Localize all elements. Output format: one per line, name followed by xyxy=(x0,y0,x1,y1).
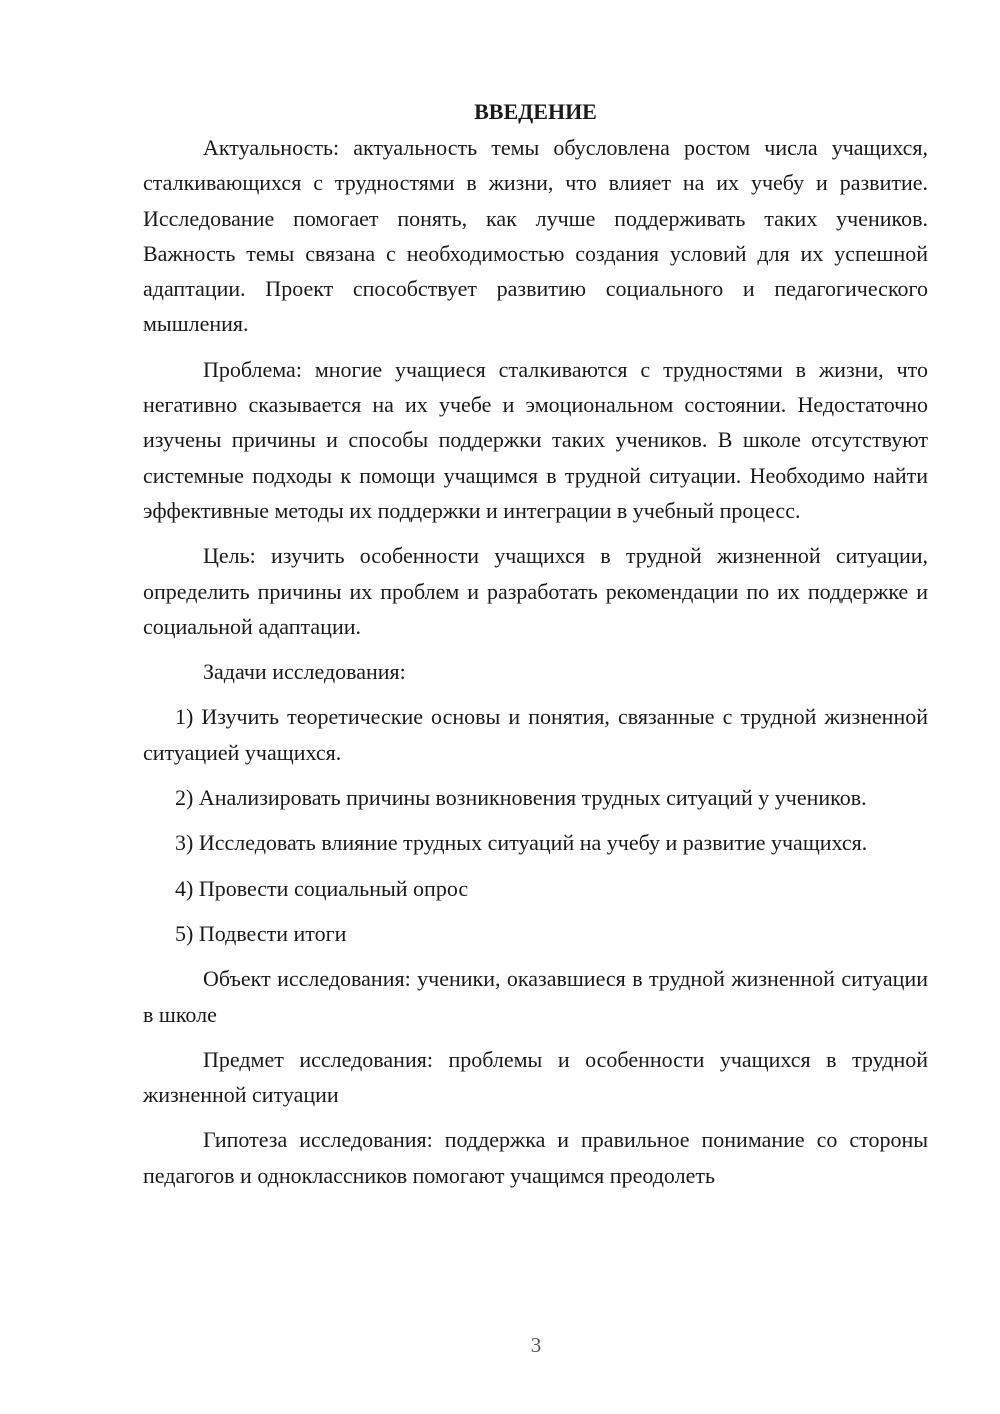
task-item-4: 4) Провести социальный опрос xyxy=(175,875,469,901)
document-page xyxy=(143,94,928,1203)
page-number: 3 xyxy=(530,1333,542,1357)
paragraph-hypothesis: Гипотеза исследования: поддержка и правильное понимание со стороны педагогов и одноклассников помогают учащимся преодолеть xyxy=(143,1127,928,1188)
paragraph-goal: Цель: изучить особенности учащихся в трудной жизненной ситуации, определить причины их проблем и разработать рекомендации по их поддержке и социальной адаптации. xyxy=(143,543,928,639)
paragraph-relevance: Актуальность: актуальность темы обусловлена ростом числа учащихся, сталкивающихся с трудностями в жизни, что влияет на их учебу и развитие. Исследование помогает понять, как лучше поддерживать таких учеников. Важность темы связана с необходимостью создания условий для их успешной адаптации. Проект способствует развитию социального и педагогического мышления. xyxy=(143,135,928,337)
paragraph-subject: Предмет исследования: проблемы и особенности учащихся в трудной жизненной ситуации xyxy=(143,1046,928,1108)
paragraph-tasks-heading: Задачи исследования: xyxy=(203,659,406,685)
task-item-3: 3) Исследовать влияние трудных ситуаций на учебу и развитие учащихся. xyxy=(175,830,868,856)
task-item-5: 5) Подвести итоги xyxy=(175,920,347,946)
paragraph-object: Объект исследования: ученики, оказавшиеся в трудной жизненной ситуации в школе xyxy=(143,966,928,1027)
paragraph-problem: Проблема: многие учащиеся сталкиваются с трудностями в жизни, что негативно сказывается на их учебе и эмоциональном состоянии. Недостаточно изучены причины и способы поддержки таких учеников. В школе отсутствуют системные подходы к помощи учащимся в трудной ситуации. Необходимо найти эффективные методы их поддержки и интеграции в учебный процесс. xyxy=(143,356,928,523)
task-item-1: 1) Изучить теоретические основы и понятия, связанные с трудной жизненной ситуацией учащихся. xyxy=(143,704,928,765)
task-item-2: 2) Анализировать причины возникновения трудных ситуаций у учеников. xyxy=(175,785,867,811)
section-title: ВВЕДЕНИЕ xyxy=(474,99,597,124)
